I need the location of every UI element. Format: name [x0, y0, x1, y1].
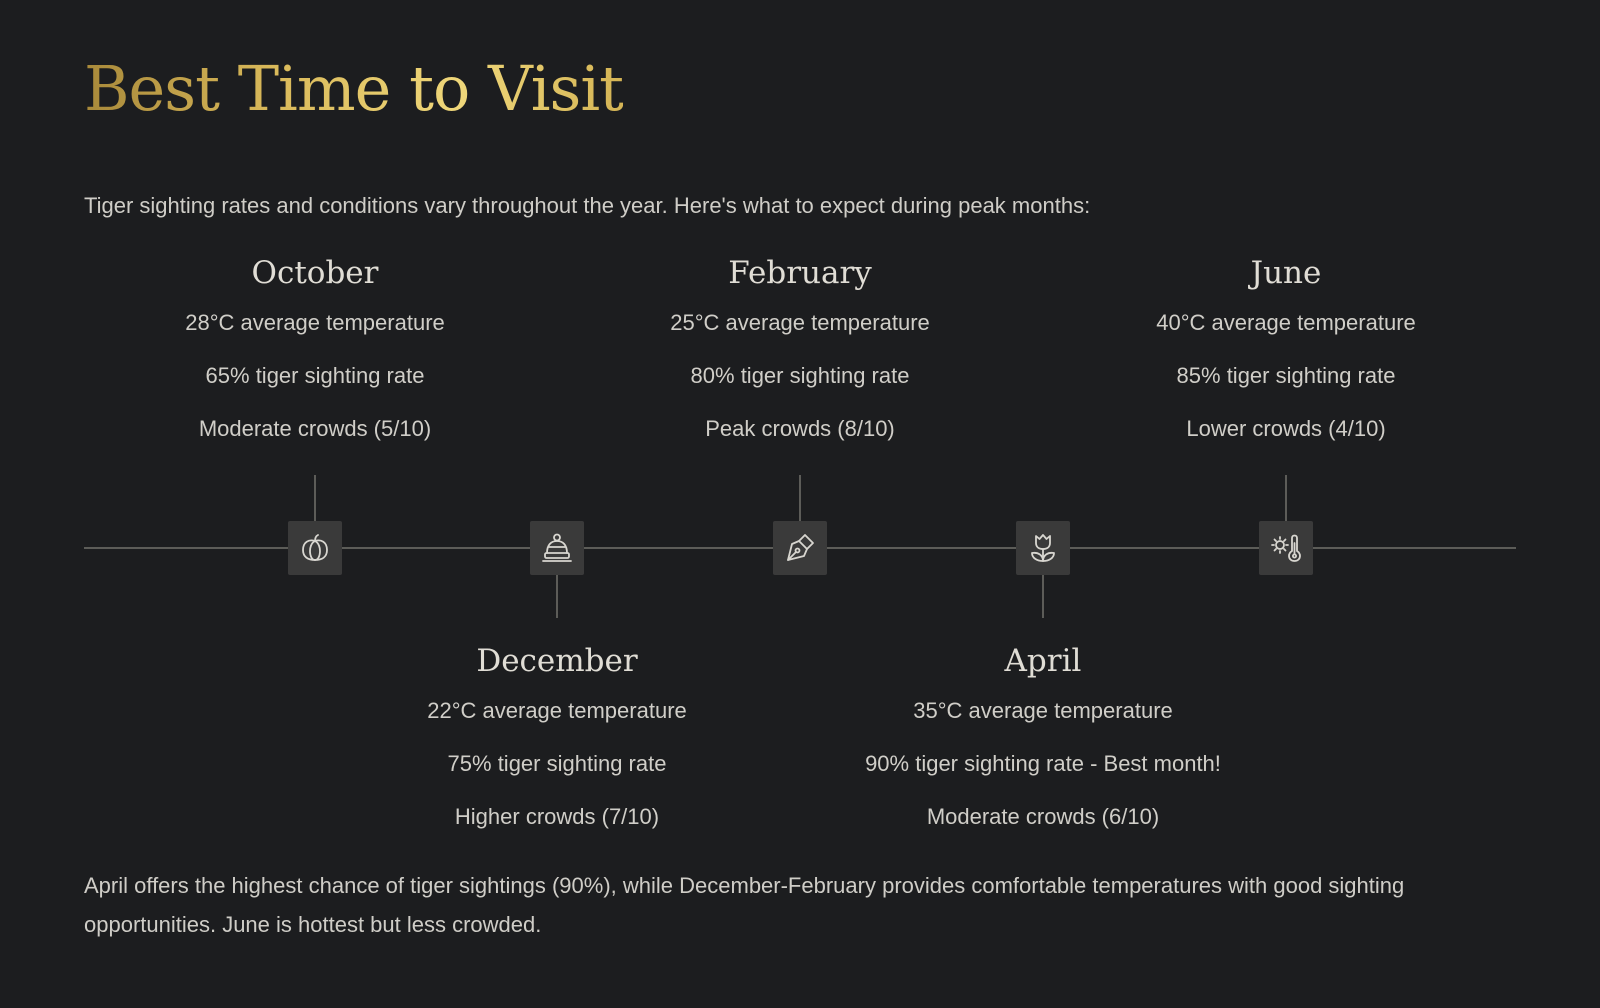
- stem-october: [314, 475, 316, 521]
- sighting-rate-text: 85% tiger sighting rate: [1176, 363, 1396, 388]
- month-name: April: [1004, 643, 1082, 679]
- stem-december: [556, 575, 558, 618]
- month-card-december: [377, 643, 737, 859]
- temperature-text: 35°C average temperature: [913, 698, 1173, 723]
- stem-february: [799, 475, 801, 521]
- month-name: October: [251, 255, 379, 291]
- page-title: Best Time to Visit: [84, 52, 624, 125]
- timeline-node-april: [1016, 521, 1070, 575]
- month-card-june: [1106, 255, 1466, 471]
- temperature-text: 28°C average temperature: [185, 310, 445, 335]
- crowds-text: Peak crowds (8/10): [705, 416, 895, 441]
- month-card-april: [823, 643, 1263, 859]
- sighting-rate-text: 65% tiger sighting rate: [205, 363, 425, 388]
- temperature-text: 40°C average temperature: [1156, 310, 1416, 335]
- crowds-text: Moderate crowds (6/10): [926, 804, 1160, 829]
- month-card-february: [620, 255, 980, 471]
- timeline-node-december: [530, 521, 584, 575]
- month-name: February: [728, 255, 872, 291]
- pen-nib-icon: [781, 529, 819, 567]
- crowds-text: Lower crowds (4/10): [1186, 416, 1386, 441]
- temperature-text: 25°C average temperature: [670, 310, 930, 335]
- winter-hat-icon: [538, 529, 576, 567]
- stem-june: [1285, 475, 1287, 521]
- summary-text: April offers the highest chance of tiger sightings (90%), while December-February provides comfortable temperatures with good sighting opportunities. June is hottest but less crowded.: [84, 873, 1405, 937]
- sighting-rate-text: 75% tiger sighting rate: [447, 751, 667, 776]
- sun-thermometer-icon: [1267, 529, 1305, 567]
- pumpkin-icon: [296, 529, 334, 567]
- timeline-node-february: [773, 521, 827, 575]
- month-name: December: [476, 643, 638, 679]
- month-card-october: [135, 255, 495, 471]
- temperature-text: 22°C average temperature: [427, 698, 687, 723]
- crowds-text: Higher crowds (7/10): [454, 804, 660, 829]
- crowds-text: Moderate crowds (5/10): [198, 416, 432, 441]
- tulip-icon: [1024, 529, 1062, 567]
- timeline-node-october: [288, 521, 342, 575]
- sighting-rate-text: 90% tiger sighting rate - Best month!: [865, 751, 1221, 776]
- intro-text: Tiger sighting rates and conditions vary throughout the year. Here's what to expect during peak months:: [84, 193, 1091, 218]
- timeline-node-june: [1259, 521, 1313, 575]
- month-name: June: [1250, 255, 1322, 291]
- stem-april: [1042, 575, 1044, 618]
- sighting-rate-text: 80% tiger sighting rate: [690, 363, 910, 388]
